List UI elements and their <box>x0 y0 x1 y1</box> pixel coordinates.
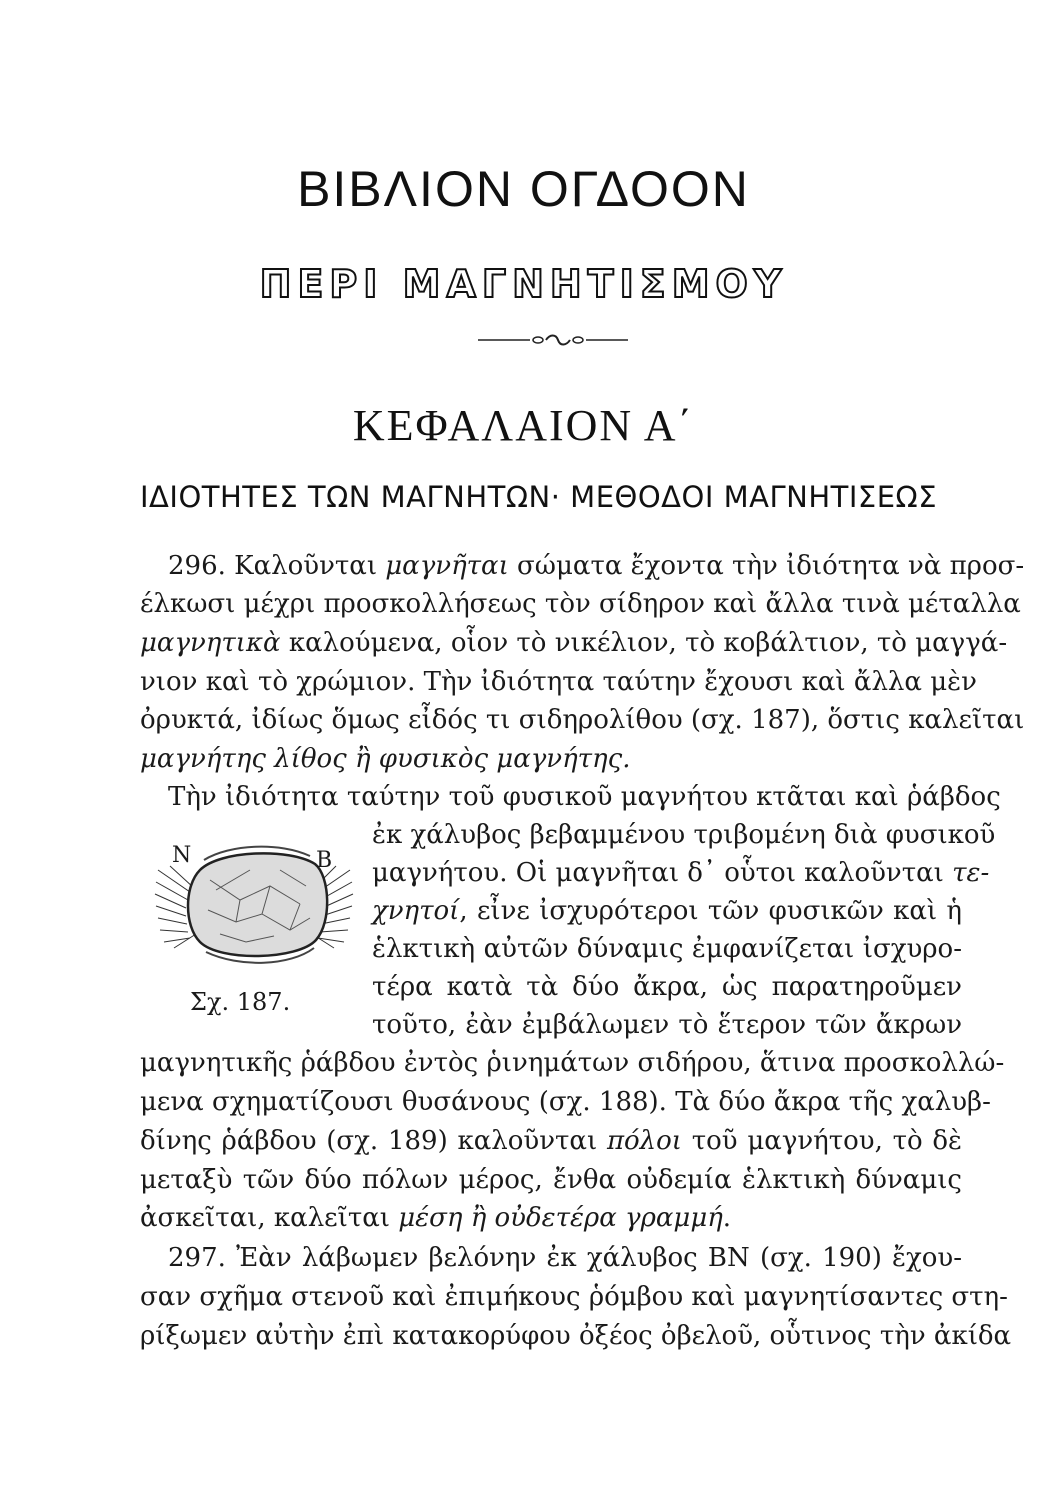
text-line: χνητοί, εἶνε ἰσχυρότεροι τῶν φυσικῶν καὶ ἡ <box>372 896 962 926</box>
text-line: νιον καὶ τὸ χρώμιον. Τὴν ἰδιότητα ταύτην ἔχουσι καὶ ἄλλα μὲν <box>140 667 977 697</box>
section-title: ΙΔΙΟΤΗΤΕΣ ΤΩΝ ΜΑΓΝΗΤΩΝ· ΜΕΘΟΔΟΙ ΜΑΓΝΗΤΙΣΕΩΣ <box>140 480 938 514</box>
figure-caption: Σχ. 187. <box>190 988 291 1016</box>
text-line: μαγνητικῆς ῥάβδου ἐντὸς ῥινημάτων σιδήρου, ἅτινα προσκολλώ- <box>140 1048 1005 1078</box>
figure-label-n: N <box>172 843 192 868</box>
text-line: 297. Ἐὰν λάβωμεν βελόνην ἐκ χάλυβος ΒΝ (σχ. 190) ἔχου- <box>168 1243 962 1273</box>
text-line: μαγνήτου. Οἱ μαγνῆται δ᾽ οὗτοι καλοῦνται τε- <box>372 858 990 888</box>
text-line: ρίξωμεν αὐτὴν ἐπὶ κατακορύφου ὀξέος ὀβελοῦ, οὗτινος τὴν ἀκίδα <box>140 1321 1012 1351</box>
text-line: 296. Καλοῦνται μαγνῆται σώματα ἔχοντα τὴν ἰδιότητα νὰ προσ- <box>168 551 1025 581</box>
text-line: μαγνήτης λίθος ἢ φυσικὸς μαγνήτης. <box>140 744 631 774</box>
ornament-divider-icon <box>478 332 628 348</box>
text-line: έλκωσι μέχρι προσκολλήσεως τὸν σίδηρον καὶ ἄλλα τινὰ μέταλλα <box>140 589 1021 619</box>
text-line: μενα σχηματίζουσι θυσάνους (σχ. 188). Τὰ δύο ἄκρα τῆς χαλυβ- <box>140 1087 991 1117</box>
text-line: ὀρυκτά, ἰδίως ὅμως εἶδός τι σιδηρολίθου (σχ. 187), ὅστις καλεῖται <box>140 705 1025 735</box>
text-line: Τὴν ἰδιότητα ταύτην τοῦ φυσικοῦ μαγνήτου κτᾶται καὶ ῥάβδος <box>168 782 1001 812</box>
text-line: μεταξὺ τῶν δύο πόλων μέρος, ἔνθα οὐδεμία ἑλκτικὴ δύναμις <box>140 1165 962 1195</box>
text-line: τέρα κατὰ τὰ δύο ἄκρα, ὡς παρατηροῦμεν <box>372 972 962 1002</box>
text-line: ἐκ χάλυβος βεβαμμένου τριβομένη διὰ φυσικοῦ <box>372 820 996 850</box>
chapter-heading: ΚΕΦΑΛΑΙΟΝ Α΄ <box>352 401 695 450</box>
book-title: ΒΙΒΛΙΟΝ ΟΓΔΟΟΝ <box>297 161 750 217</box>
text-line: ἀσκεῖται, καλεῖται μέση ἢ οὐδετέρα γραμμή. <box>140 1203 732 1233</box>
figure-label-b: B <box>316 848 333 873</box>
text-line: δίνης ῥάβδου (σχ. 189) καλοῦνται πόλοι τοῦ μαγνήτου, τὸ δὲ <box>140 1126 963 1156</box>
text-line: μαγνητικὰ καλούμενα, οἷον τὸ νικέλιον, τὸ κοβάλτιον, τὸ μαγγά- <box>140 628 1008 658</box>
book-subtitle: ΠΕΡΙ ΜΑΓΝΗΤΙΣΜΟΥ <box>259 262 788 306</box>
text-line: τοῦτο, ἐὰν ἐμβάλωμεν τὸ ἕτερον τῶν ἄκρων <box>372 1010 962 1040</box>
text-line: ἑλκτικὴ αὐτῶν δύναμις ἐμφανίζεται ἰσχυρο- <box>372 934 962 964</box>
text-line: σαν σχῆμα στενοῦ καὶ ἐπιμήκους ῥόμβου καὶ μαγνητίσαντες στη- <box>140 1282 1008 1312</box>
